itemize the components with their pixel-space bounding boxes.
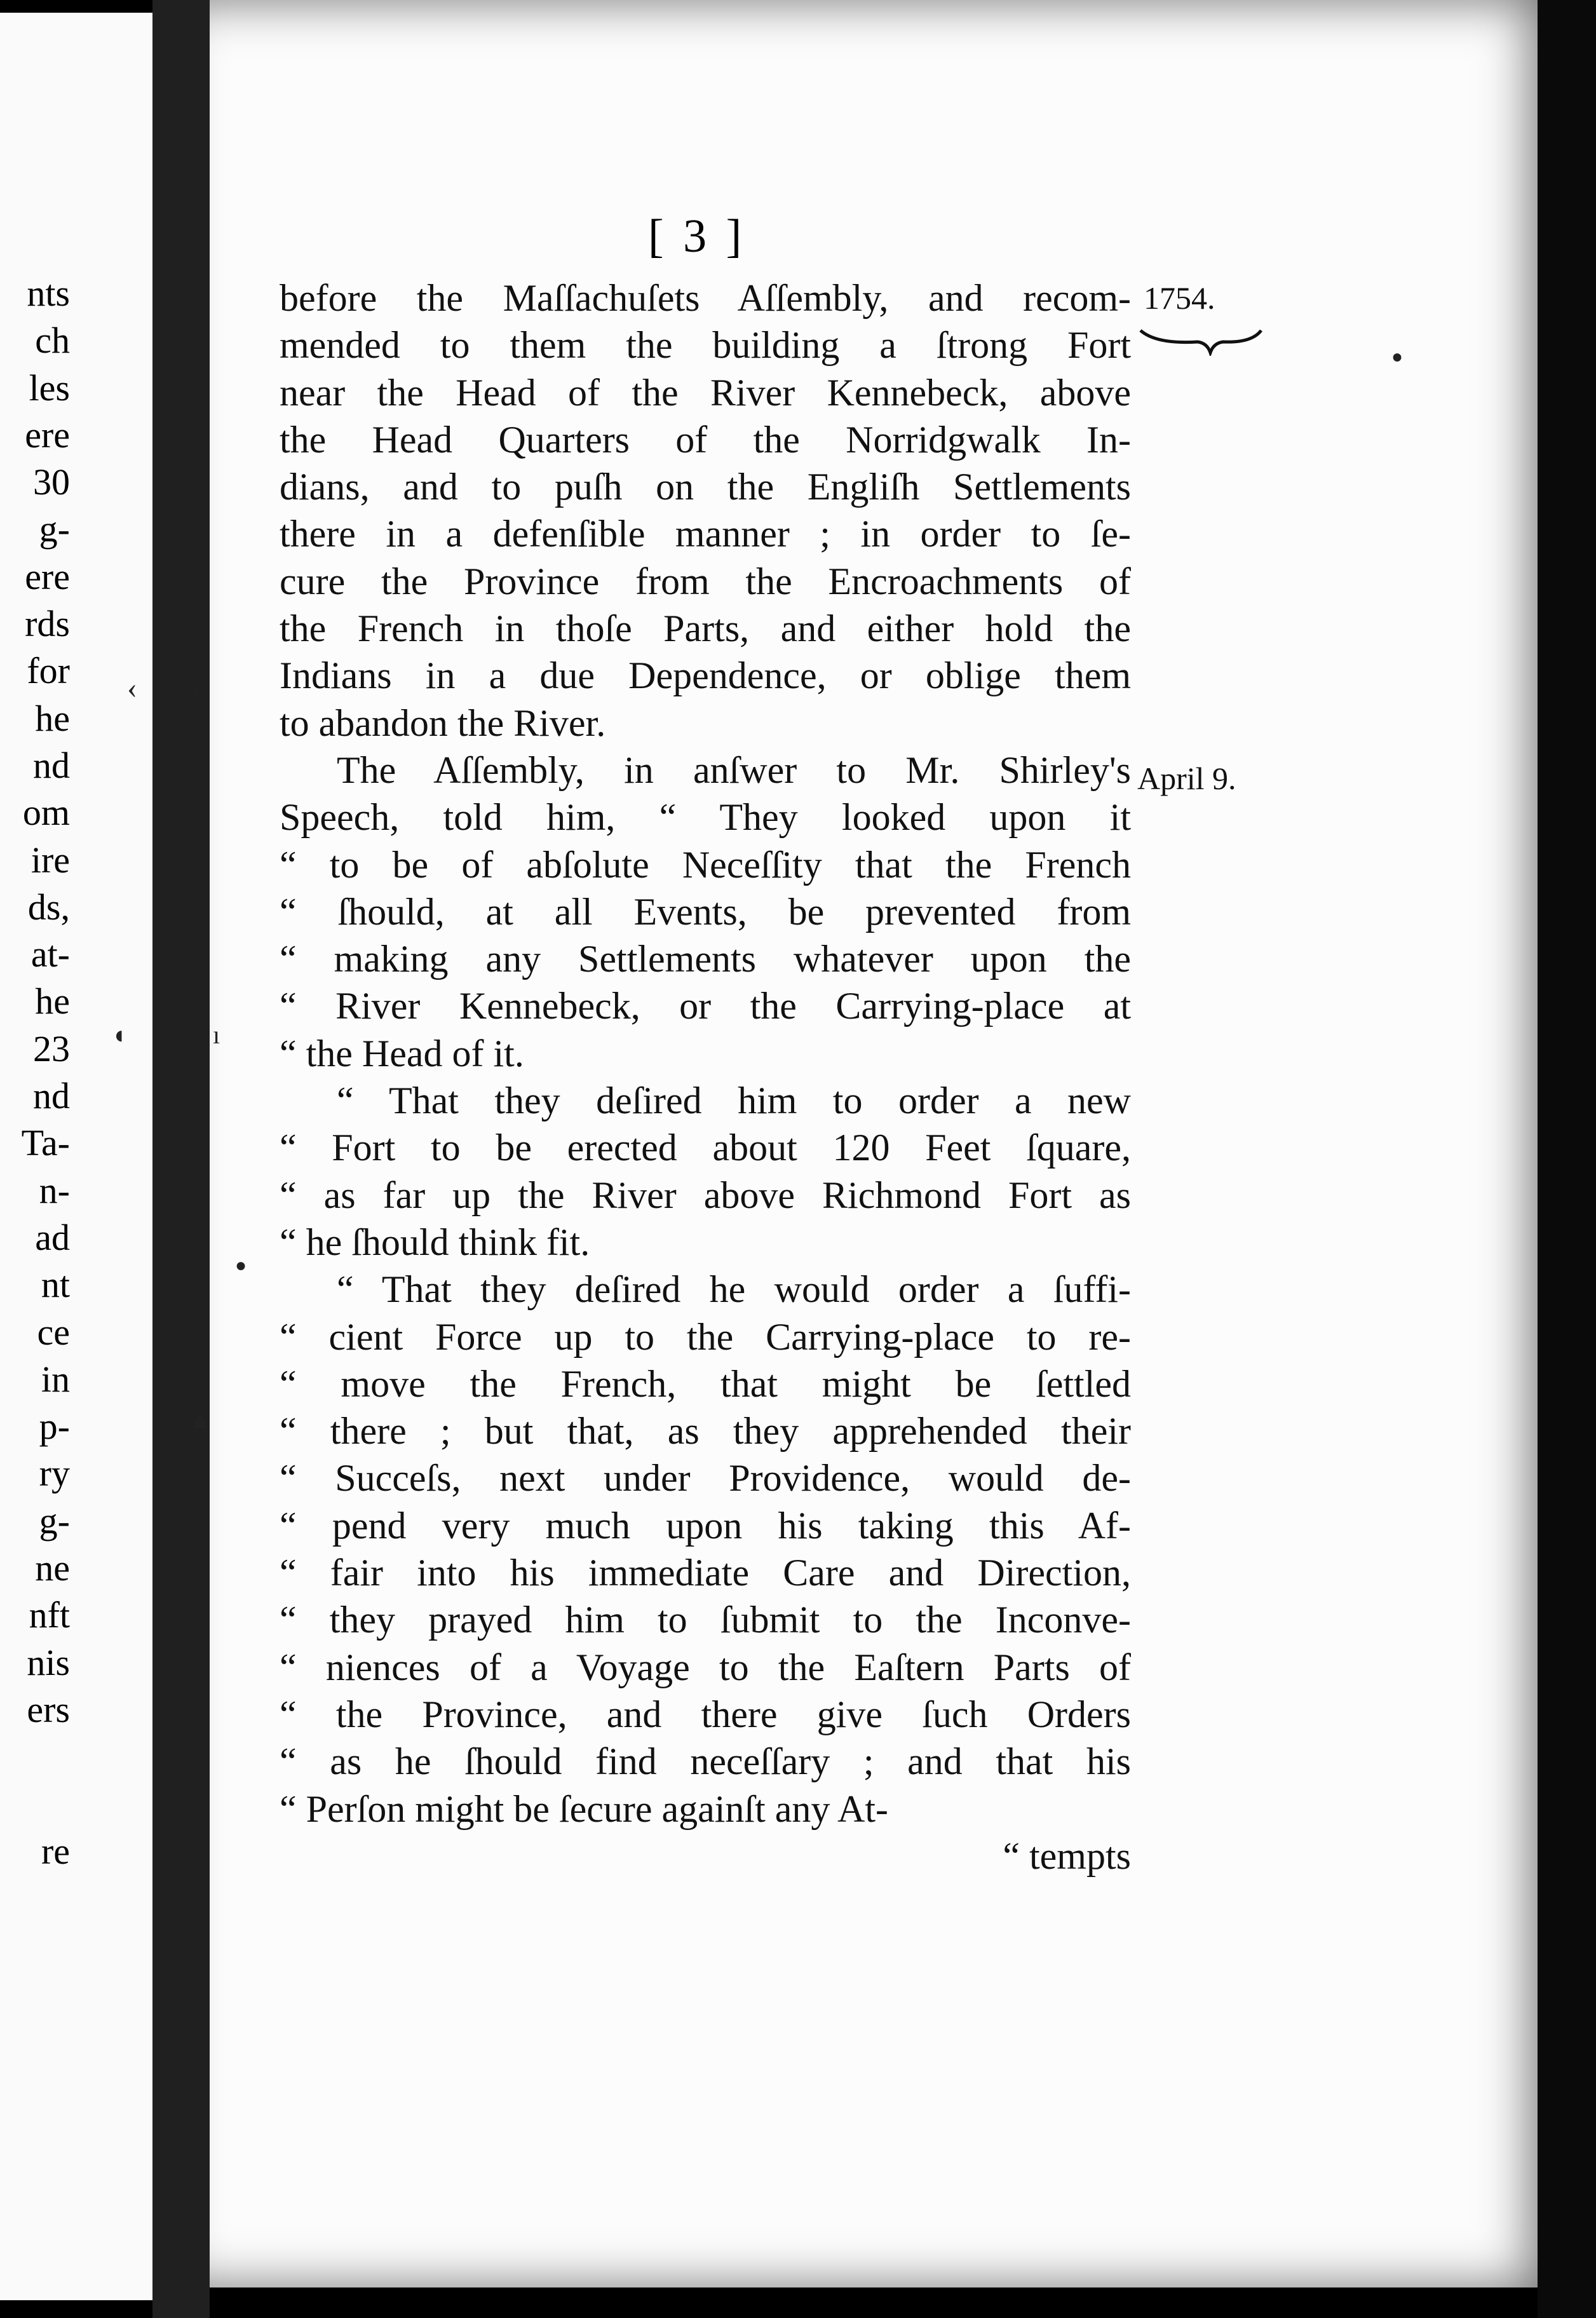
text-line: “ That they deſired he would order a ſuffi- [337, 1268, 1131, 1311]
text-line: “ making any Settlements whatever upon the [280, 938, 1131, 980]
margin-mark-icon: ▲ [187, 1405, 213, 1434]
margin-mark-icon: ‹ [127, 671, 137, 705]
page-body-text [280, 274, 1131, 1880]
text-line: “ niences of a Voyage to the Eaſtern Parts of [280, 1646, 1131, 1688]
page-edge-shadow [1538, 0, 1596, 2318]
fragment-line: ds, [27, 886, 70, 928]
margin-mark-icon: ● [235, 1255, 247, 1276]
margin-mark-icon: ● [1391, 346, 1403, 367]
text-line: “ That they deſired him to order a new [337, 1080, 1131, 1122]
text-line: “ fair into his immediate Care and Direction, [280, 1552, 1131, 1594]
text-line: mended to them the building a ſtrong Fort [280, 324, 1131, 367]
text-line: “ cient Force up to the Carrying-place to re- [280, 1315, 1131, 1358]
text-line: cure the Province from the Encroachments of [280, 560, 1131, 602]
fragment-line: rds [25, 603, 70, 645]
text-line: “ as he ſhould find neceſſary ; and that his [280, 1740, 1131, 1783]
fragment-line [0, 1781, 70, 1828]
text-line: dians, and to puſh on the Engliſh Settlements [280, 466, 1131, 508]
fragment-line [0, 1733, 70, 1780]
margin-mark-icon: › [191, 671, 201, 705]
text-line: “ there ; but that, as they apprehended their [280, 1410, 1131, 1453]
fragment-line: in [41, 1358, 70, 1400]
margin-brace-icon [1137, 324, 1264, 356]
text-line: “ to be of abſolute Neceſſity that the French [280, 843, 1131, 886]
fragment-line: ch [35, 320, 70, 362]
text-line: near the Head of the River Kennebeck, above [280, 371, 1131, 414]
text-line: “ River Kennebeck, or the Carrying-place at [280, 985, 1131, 1027]
fragment-line: ry [39, 1453, 70, 1494]
margin-mark-icon: ◖ [111, 1020, 127, 1049]
fragment-line: nd [33, 1075, 70, 1117]
fragment-line: ce [37, 1311, 70, 1353]
text-line: before the Maſſachuſets Aſſembly, and recom- [280, 277, 1131, 319]
text-line: to abandon the River. [280, 702, 606, 744]
fragment-line: n- [39, 1169, 70, 1211]
fragment-line: ire [30, 839, 70, 881]
fragment-line: om [22, 792, 70, 834]
fragment-line: Ta- [21, 1122, 70, 1164]
fragment-line: 23 [33, 1027, 70, 1069]
text-line: the French in thoſe Parts, and either hold the [280, 607, 1131, 650]
facing-page-edge [0, 13, 152, 2300]
margin-mark-icon: ı [213, 1020, 220, 1049]
fragment-line: at- [30, 933, 70, 975]
fragment-line: ne [35, 1547, 70, 1589]
fragment-line: ere [25, 555, 70, 597]
fragment-line: nts [27, 273, 70, 314]
text-line: “ move the French, that might be ſettled [280, 1362, 1131, 1405]
text-line: Indians in a due Dependence, or oblige them [280, 654, 1131, 697]
fragment-line: ad [35, 1216, 70, 1258]
fragment-line: g- [39, 508, 70, 550]
catchword: “ tempts [1003, 1834, 1131, 1877]
text-line: “ pend very much upon his taking this Af- [280, 1504, 1131, 1547]
fragment-line: nd [33, 744, 70, 786]
text-line: “ they prayed him to ſubmit to the Inconve- [280, 1599, 1131, 1641]
text-line: “ ſhould, at all Events, be prevented from [280, 890, 1131, 933]
text-line: “ Fort to be erected about 120 Feet ſquare, [280, 1127, 1131, 1169]
fragment-line: for [27, 650, 70, 692]
page-number: [ 3 ] [648, 210, 746, 262]
text-line: “ Succeſs, next under Providence, would de- [280, 1457, 1131, 1500]
fragment-line: nis [27, 1641, 70, 1683]
book-binding-gutter [152, 0, 210, 2318]
margin-note-date: April 9. [1137, 761, 1236, 796]
facing-page-fragments [0, 270, 70, 1875]
text-line: there in a defenſible manner ; in order to ſe- [280, 513, 1131, 555]
text-line: “ he ſhould think fit. [280, 1221, 590, 1263]
text-line: the Head Quarters of the Norridgwalk In- [280, 418, 1131, 461]
text-line: The Aſſembly, in anſwer to Mr. Shirley's [337, 749, 1131, 791]
fragment-line: nft [29, 1594, 70, 1636]
margin-note-year: 1754. [1144, 280, 1215, 316]
fragment-line: re [41, 1830, 70, 1872]
fragment-line: g- [39, 1500, 70, 1542]
text-line: “ as far up the River above Richmond Fort as [280, 1174, 1131, 1216]
text-line: “ Perſon might be ſecure againſt any At- [280, 1787, 889, 1830]
fragment-line: les [29, 367, 70, 409]
fragment-line: he [35, 697, 70, 739]
fragment-line: ers [27, 1688, 70, 1730]
fragment-line: nt [41, 1264, 70, 1306]
text-line: Speech, told him, “ They looked upon it [280, 796, 1131, 839]
fragment-line: p- [39, 1406, 70, 1447]
text-line: “ the Head of it. [280, 1032, 524, 1074]
fragment-line: he [35, 980, 70, 1022]
text-line: “ the Province, and there give ſuch Orders [280, 1693, 1131, 1735]
fragment-line: 30 [33, 461, 70, 503]
fragment-line: ere [25, 414, 70, 456]
